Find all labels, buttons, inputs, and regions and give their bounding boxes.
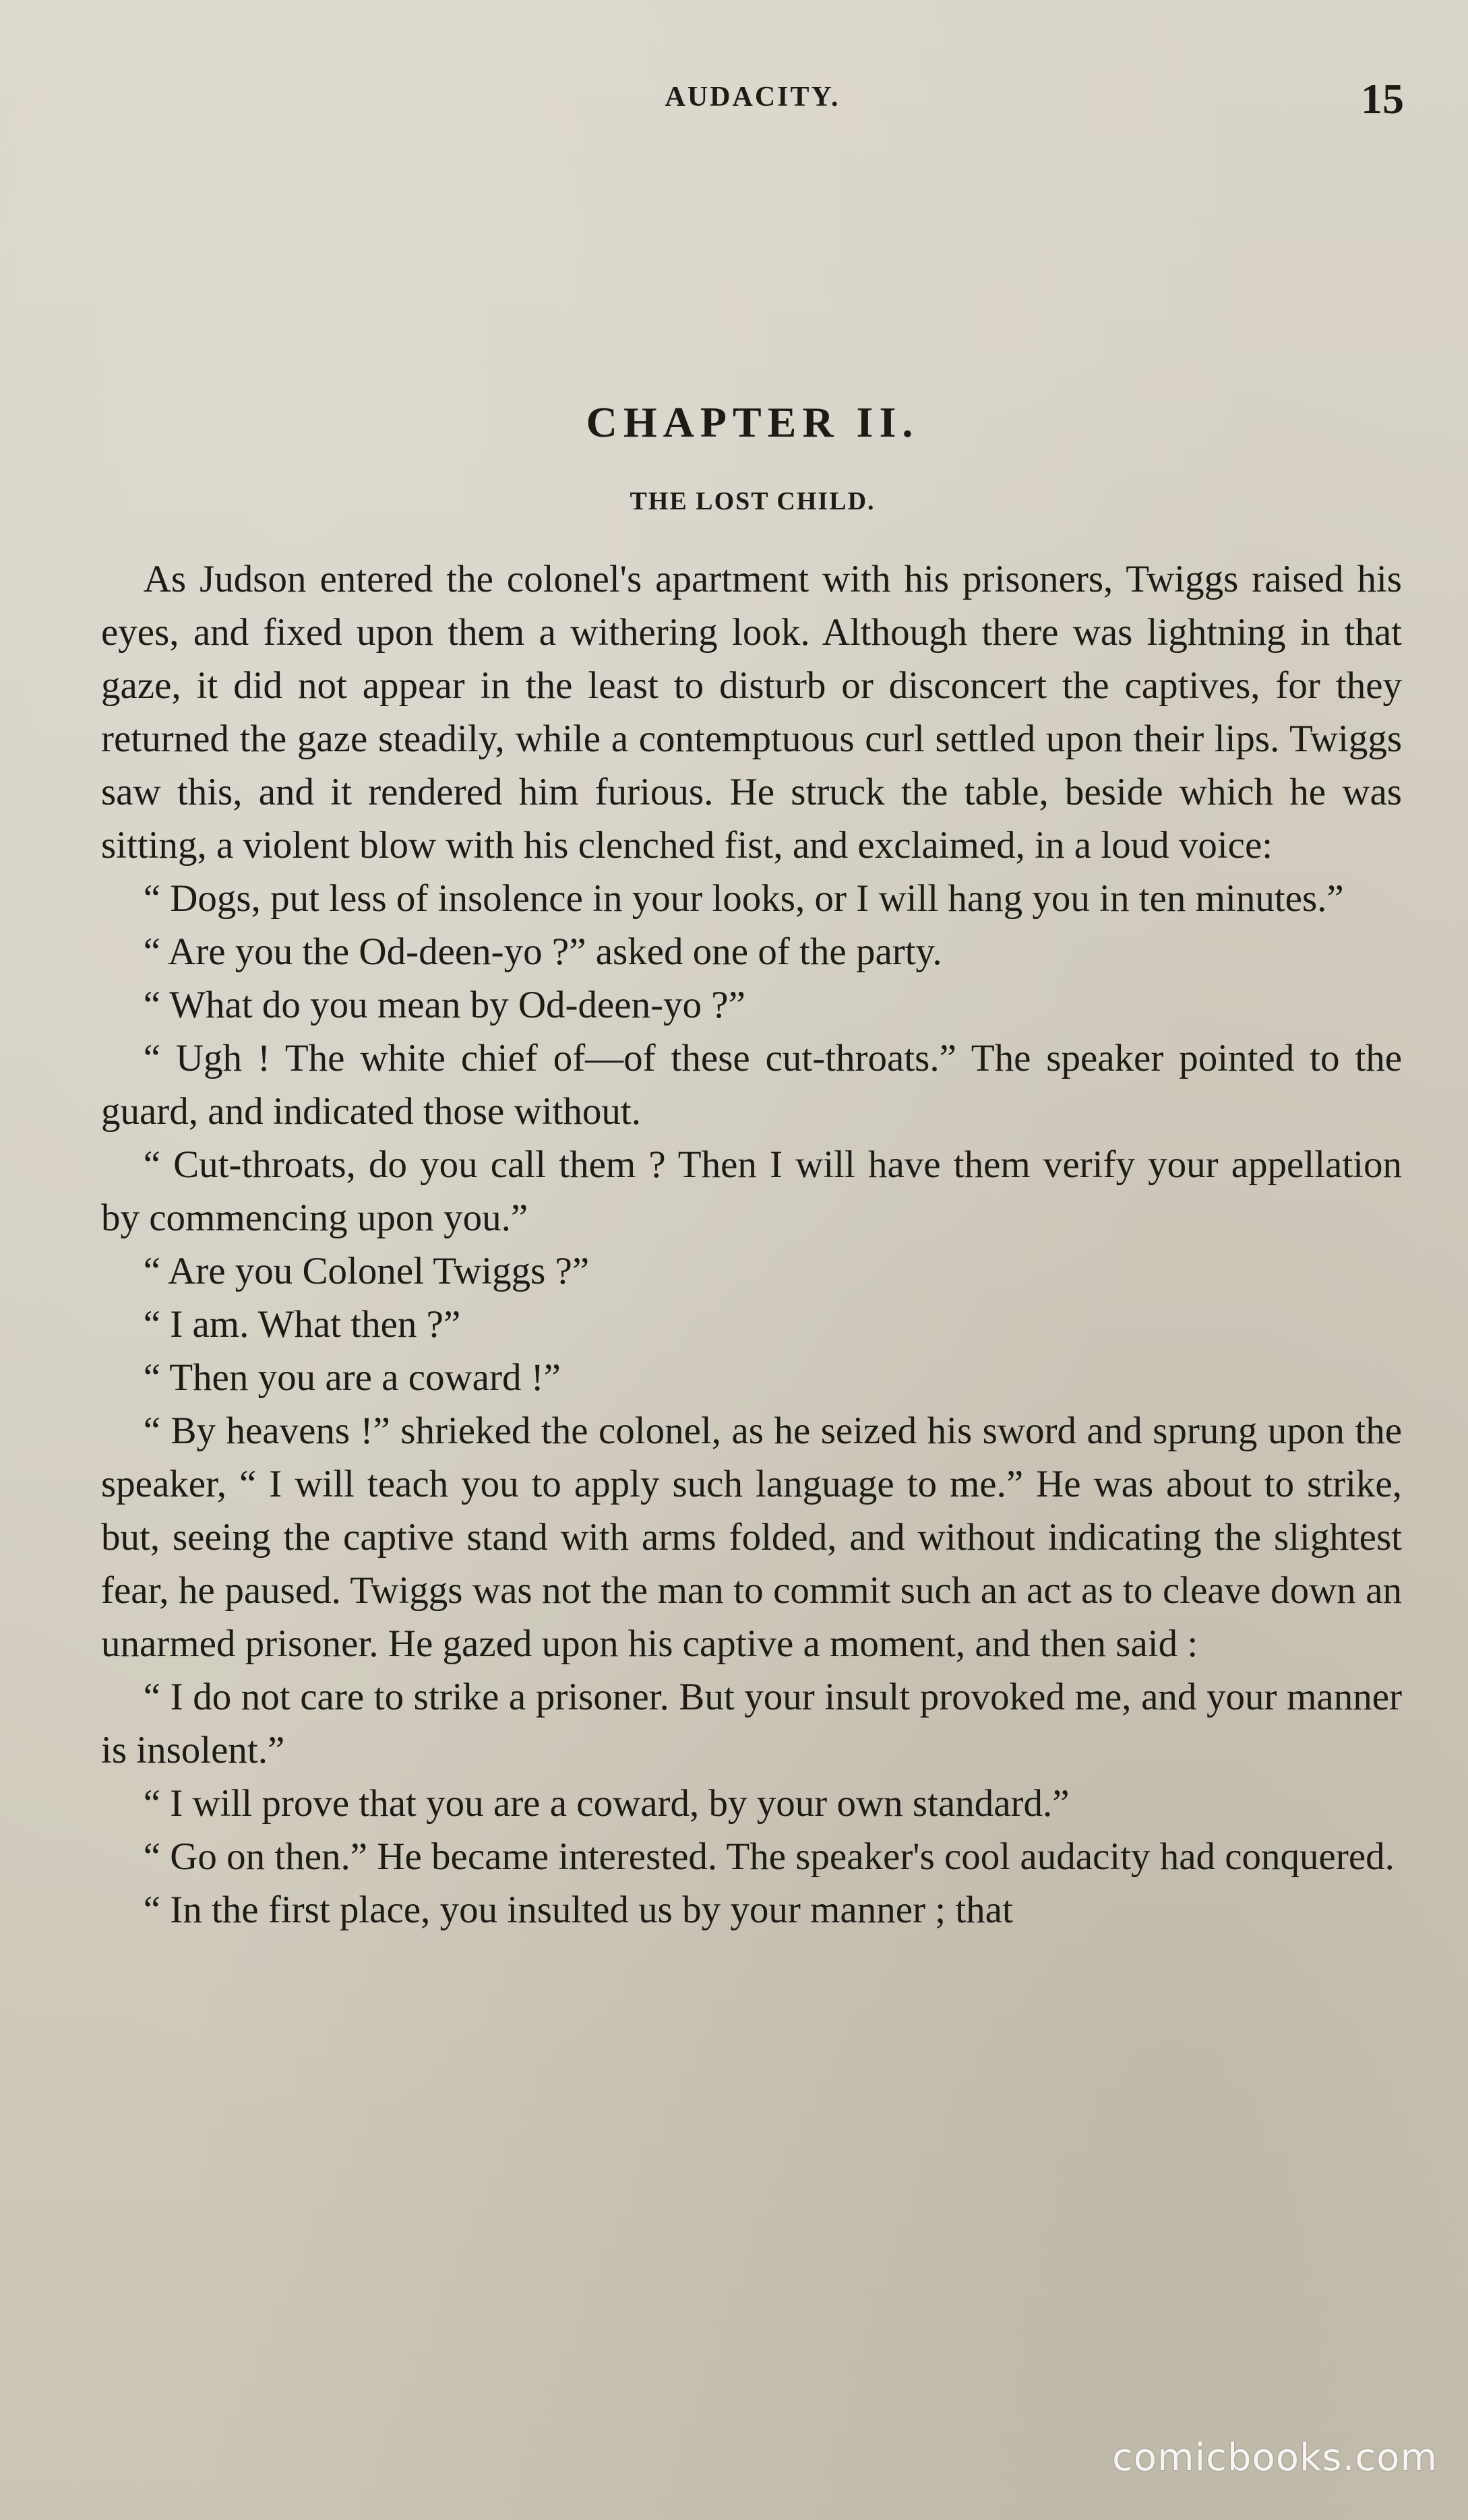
paragraph: “ Dogs, put less of insolence in your looks, or I will hang you in ten minutes.” [143,877,1344,920]
paragraph: “ In the first place, you insulted us by your manner ; that [143,1889,1013,1931]
paragraph: “ Are you the Od-deen-yo ?” asked one of the party. [143,931,942,973]
chapter-subtitle: THE LOST CHILD. [630,487,876,515]
paragraph: “ Go on then.” He became interested. The speaker's cool audacity had conquered. [143,1835,1395,1878]
paragraph: “ Cut-throats, do you call them ? Then I will have them verify your appellation by commencing upon you.” [101,1143,1402,1239]
chapter-title: CHAPTER II. [586,398,919,446]
site-watermark: comicbooks.com [1111,2436,1438,2480]
paragraph: “ What do you mean by Od-deen-yo ?” [143,984,745,1026]
paragraph: As Judson entered the colonel's apartment with his prisoners, Twiggs raised his eyes, and fixed upon them a withering look. Although there was lightning in that gaze, it did not appear in the least to disturb or disconcert the captives, for they returned the gaze steadily, while a contemptuous curl settled upon their lips. Twiggs saw this, and it rendered him furious. He struck the table, beside which he was sitting, a violent blow with his clenched fist, and exclaimed, in a loud voice: [101,558,1402,867]
body-text [101,553,1402,1936]
running-head: AUDACITY. [665,82,840,113]
paragraph: “ I am. What then ?” [143,1303,461,1346]
page-number: 15 [1361,75,1404,123]
paragraph: “ I do not care to strike a prisoner. But your insult provoked me, and your manner is insolent.” [101,1676,1402,1771]
paragraph: “ By heavens !” shrieked the colonel, as he seized his sword and sprung upon the speaker, “ I will teach you to apply such language to me.” He was about to strike, but, seeing the captive stand with arms folded, and without indicating the slightest fear, he paused. Twiggs was not the man to commit such an act as to cleave down an unarmed prisoner. He gazed upon his captive a moment, and then said : [101,1410,1402,1665]
paragraph: “ Then you are a coward !” [143,1356,561,1399]
paragraph: “ I will prove that you are a coward, by your own standard.” [143,1782,1070,1825]
paragraph: “ Ugh ! The white chief of—of these cut-throats.” The speaker pointed to the guard, and indicated those without. [101,1037,1402,1133]
paragraph: “ Are you Colonel Twiggs ?” [143,1250,590,1292]
page-header [101,74,1404,128]
